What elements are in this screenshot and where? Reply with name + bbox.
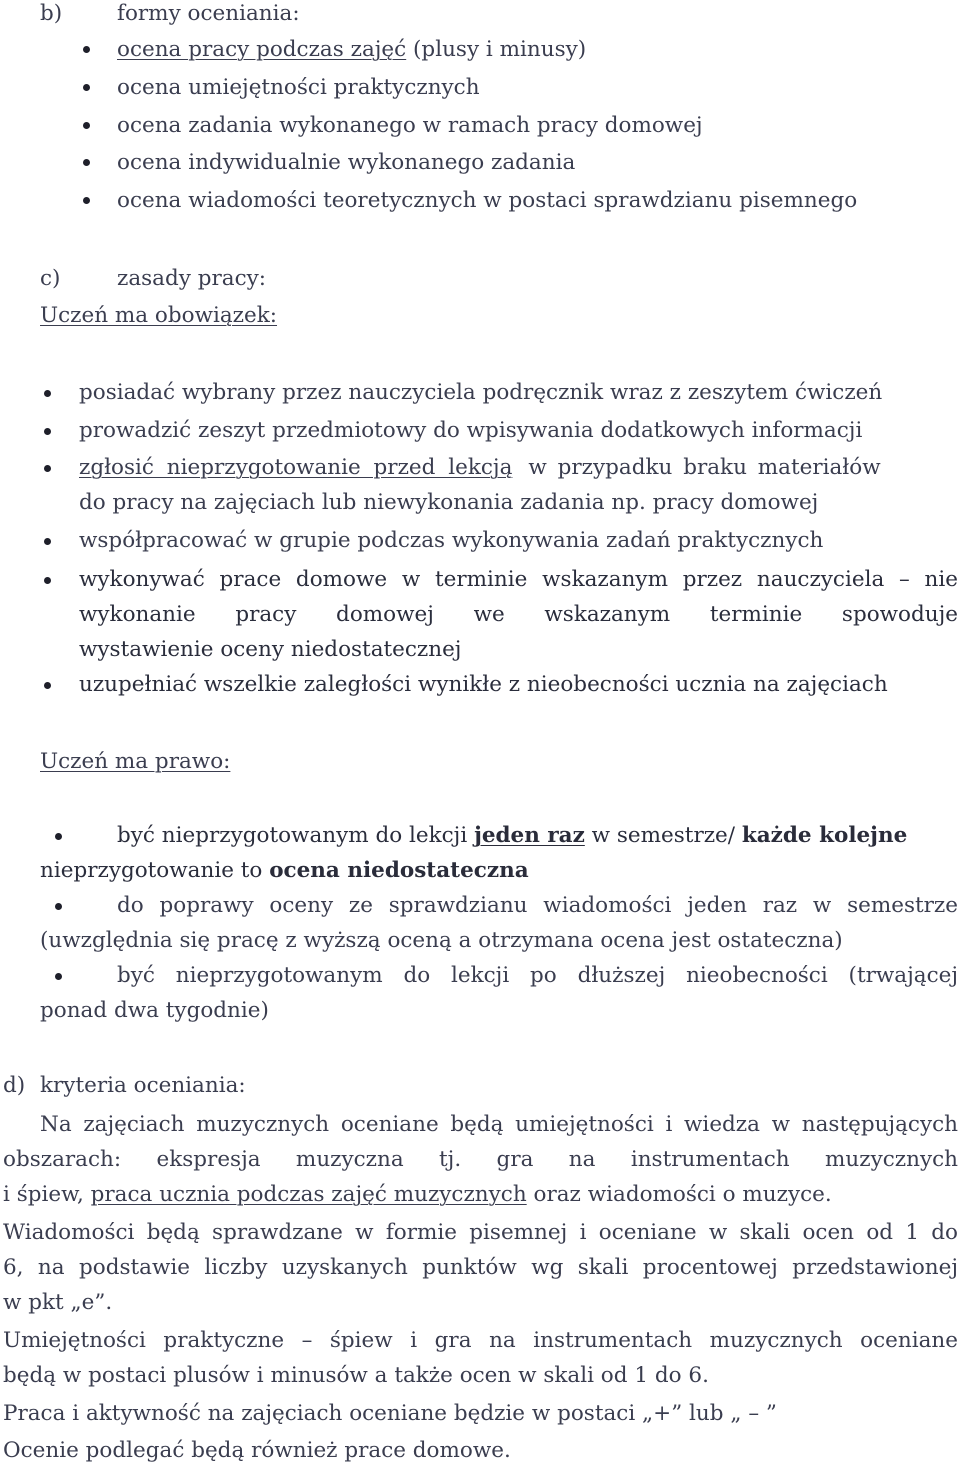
list-item: ocena umiejętności praktycznych	[117, 75, 480, 100]
underlined-text: zgłosić nieprzygotowanie przed lekcją	[79, 455, 513, 480]
paragraph-line: będą w postaci plusów i minusów a także ocen w skali od 1 do 6.	[3, 1363, 709, 1388]
obligation-item: uzupełniać wszelkie zaległości wynikłe z nieobecności ucznia na zajęciach	[79, 672, 888, 697]
bullet-icon	[83, 197, 90, 204]
bullet-icon	[44, 682, 51, 689]
rights-heading: Uczeń ma prawo:	[40, 749, 231, 774]
right-item-continued: ponad dwa tygodnie)	[40, 998, 269, 1023]
bullet-icon	[44, 428, 51, 435]
paragraph-line: w pkt „e”.	[3, 1290, 113, 1315]
right-item-continued: (uwzględnia się pracę z wyższą oceną a otrzymana ocena jest ostateczna)	[40, 928, 843, 953]
list-item: ocena wiadomości teoretycznych w postaci sprawdzianu pisemnego	[117, 188, 858, 213]
obligation-item-continued: wykonanie pracy domowej we wskazanym terminie spowoduje	[79, 602, 958, 627]
bullet-icon	[55, 973, 62, 980]
list-item: ocena zadania wykonanego w ramach pracy domowej	[117, 113, 703, 138]
section-c-title: zasady pracy:	[117, 266, 267, 291]
obligation-item-continued: wystawienie oceny niedostatecznej	[79, 637, 462, 662]
paragraph-text: i śpiew,	[3, 1182, 91, 1207]
underlined-text: ocena pracy podczas zajęć	[117, 37, 407, 62]
bullet-icon	[44, 577, 51, 584]
right-item	[117, 825, 907, 847]
obligation-item: posiadać wybrany przez nauczyciela podręcznik wraz z zeszytem ćwiczeń	[79, 380, 883, 405]
bold-text: ocena niedostateczna	[269, 858, 529, 883]
section-b-marker: b)	[40, 1, 63, 26]
right-item: być nieprzygotowanym do lekcji po dłuższej nieobecności (trwającej	[117, 963, 958, 988]
paragraph-line: obszarach: ekspresja muzyczna tj. gra na instrumentach muzycznych	[3, 1147, 958, 1172]
bullet-icon	[44, 465, 51, 472]
bold-text: każde kolejne	[741, 823, 908, 848]
bullet-icon	[44, 538, 51, 545]
paragraph-line: Wiadomości będą sprawdzane w formie pisemnej i oceniane w skali ocen od 1 do	[3, 1220, 958, 1245]
item-text: w semestrze/	[584, 823, 742, 848]
section-c-marker: c)	[40, 266, 61, 291]
section-d-title: kryteria oceniania:	[40, 1073, 246, 1098]
bullet-icon	[83, 46, 90, 53]
section-d-marker: d)	[3, 1073, 26, 1098]
item-text: (plusy i minusy)	[406, 37, 587, 62]
obligation-item: współpracować w grupie podczas wykonywania zadań praktycznych	[79, 528, 824, 553]
obligation-item: prowadzić zeszyt przedmiotowy do wpisywania dodatkowych informacji	[79, 418, 863, 443]
paragraph-line: 6, na podstawie liczby uzyskanych punktów wg skali procentowej przedstawionej	[3, 1255, 958, 1280]
paragraph-line: Ocenie podlegać będą również prace domowe.	[3, 1438, 511, 1463]
bullet-icon	[83, 84, 90, 91]
right-item-continued	[40, 860, 529, 882]
bullet-icon	[83, 159, 90, 166]
item-text: nieprzygotowanie to	[40, 858, 270, 883]
paragraph-line: Praca i aktywność na zajęciach oceniane będzie w postaci „+” lub „ – ”	[3, 1401, 777, 1426]
bullet-icon	[44, 390, 51, 397]
obligation-item-continued: do pracy na zajęciach lub niewykonania zadania np. pracy domowej	[79, 490, 819, 515]
obligations-heading: Uczeń ma obowiązek:	[40, 303, 278, 328]
underlined-bold-text: jeden raz	[474, 823, 585, 848]
underlined-text: praca ucznia podczas zajęć muzycznych	[90, 1182, 527, 1207]
obligation-item: wykonywać prace domowe w terminie wskazanym przez nauczyciela – nie	[79, 567, 958, 592]
bullet-icon	[55, 903, 62, 910]
paragraph-line	[3, 1184, 832, 1206]
item-text: w przypadku braku materiałów	[528, 455, 881, 480]
paragraph-text: oraz wiadomości o muzyce.	[526, 1182, 832, 1207]
bullet-icon	[83, 122, 90, 129]
list-item	[117, 39, 586, 61]
obligation-item	[79, 457, 881, 479]
paragraph-line: Umiejętności praktyczne – śpiew i gra na instrumentach muzycznych oceniane	[3, 1328, 958, 1353]
list-item: ocena indywidualnie wykonanego zadania	[117, 150, 576, 175]
right-item: do poprawy oceny ze sprawdzianu wiadomości jeden raz w semestrze	[117, 893, 958, 918]
bullet-icon	[55, 833, 62, 840]
item-text: być nieprzygotowanym do lekcji	[117, 823, 475, 848]
paragraph-line: Na zajęciach muzycznych oceniane będą umiejętności i wiedza w następujących	[40, 1112, 958, 1137]
section-b-title: formy oceniania:	[117, 1, 300, 26]
